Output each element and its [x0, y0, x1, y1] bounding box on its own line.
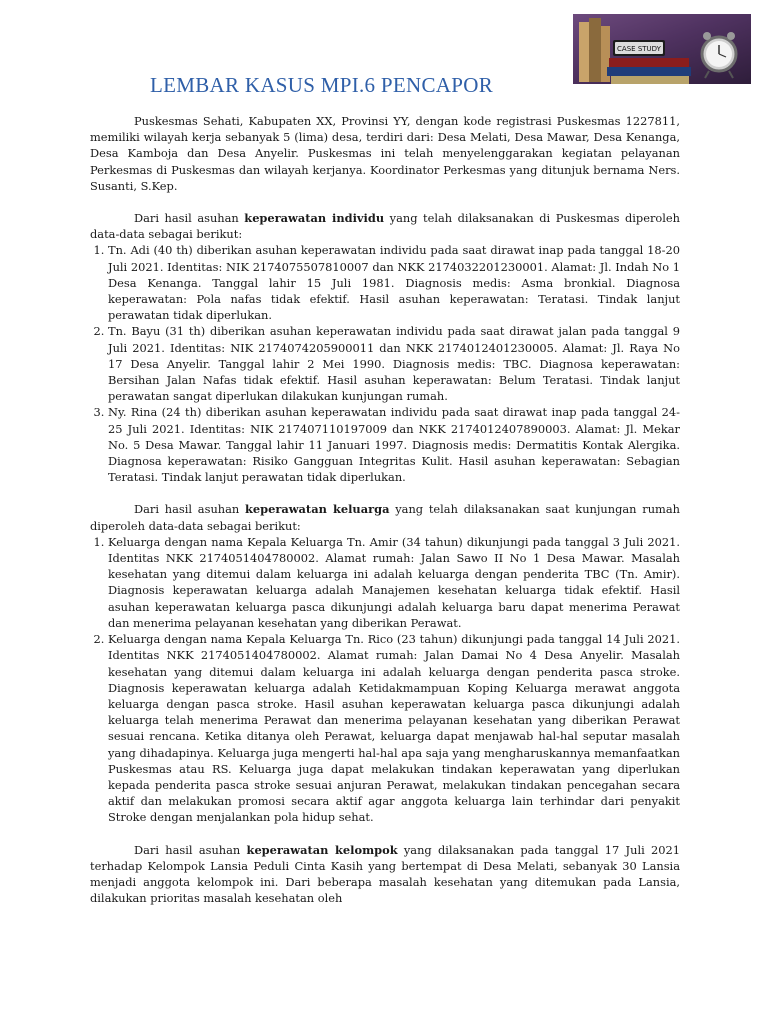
keluarga-case-item: 2. Keluarga dengan nama Kepala Keluarga Tn. Rico (23 tahun) dikunjungi pada tanggal 14 Juli 2021. Identitas NKK 2174051404780002. Alamat rumah: Jalan Damai No 4 Desa Anyelir. Masalah kesehatan yang ditemui dalam keluarga ini adalah keluarga dengan penderita pasca stroke. Diagnosis keperawatan keluarga adalah Ketidakmampuan Koping Keluarga merawat anggota keluarga dengan pasca stroke. Hasil asuhan keperawatan keluarga pasca dikunjungi adalah keluarga telah menerima Perawat dan menerima pelayanan kesehatan yang diberikan Perawat sesuai rencana. Ketika ditanya oleh Perawat, keluarga dapat menjawab hal-hal seputar masalah yang dihadapinya. Keluarga juga mengerti hal-hal apa saja yang mengharuskannya memanfaatkan Puskesmas atau RS. Keluarga juga dapat melakukan tindakan keperawatan yang diperlukan kepada penderita pasca stroke sesuai anjuran Perawat, melakukan tindakan pencegahan secara aktif dan melakukan promosi secara aktif agar anggota keluarga lain terhindar dari penyakit Stroke dengan menjalankan pola hidup sehat. [108, 631, 680, 825]
keluarga-lead-bold: keperawatan keluarga [245, 502, 390, 517]
intro-paragraph: Puskesmas Sehati, Kabupaten XX, Provinsi YY, dengan kode registrasi Puskesmas 1227811, memiliki wilayah kerja sebanyak 5 (lima) desa, terdiri dari: Desa Melati, Desa Mawar, Desa Kenanga, Desa Kamboja dan Desa Anyelir. Puskesmas ini telah menyelenggarakan kegiatan pelayanan Perkesmas di Puskesmas dan wilayah kerjanya. Koordinator Perkesmas yang ditunjuk bernama Ners. Susanti, S.Kep. [90, 114, 680, 193]
case-study-label: CASE STUDY [617, 45, 661, 53]
individu-case-item: 3. Ny. Rina (24 th) diberikan asuhan keperawatan individu pada saat dirawat inap pada tanggal 24-25 Juli 2021. Identitas: NIK 217407110197009 dan NKK 2174012407890003. Alamat: Jl. Mekar No. 5 Desa Mawar. Tanggal lahir 11 Januari 1997. Diagnosis medis: Dermatitis Kontak Alergika. Diagnosa keperawatan: Risiko Gangguan Integritas Kulit. Hasil asuhan keperawatan: Sebagian Teratasi. Tindak lanjut perawatan tidak diperlukan. [108, 404, 680, 485]
individu-case-item: 2. Tn. Bayu (31 th) diberikan asuhan keperawatan individu pada saat dirawat jalan pada tanggal 9 Juli 2021. Identitas: NIK 2174074205900011 dan NKK 2174012401230005. Alamat: Jl. Raya No 17 Desa Anyelir. Tanggal lahir 2 Mei 1990. Diagnosis medis: TBC. Diagnosa keperawatan: Bersihan Jalan Nafas tidak efektif. Hasil asuhan keperawatan: Belum Teratasi. Tindak lanjut perawatan sangat diperlukan dilakukan kunjungan rumah. [108, 323, 680, 404]
individu-lead-paragraph [90, 210, 680, 242]
kelompok-lead-bold: keperawatan kelompok [246, 842, 398, 857]
keluarga-lead-start: Dari hasil asuhan [134, 502, 246, 517]
kelompok-lead-paragraph [90, 842, 680, 907]
kelompok-lead-start: Dari hasil asuhan [134, 842, 247, 857]
document-body [90, 113, 680, 906]
keluarga-lead-end: yang telah dilaksanakan saat kunjungan rumah diperoleh data-data sebagai berikut: [90, 502, 680, 533]
case-study-illustration [573, 14, 751, 84]
document-title: LEMBAR KASUS MPI.6 PENCAPOR [150, 73, 494, 97]
individu-case-item: 1. Tn. Adi (40 th) diberikan asuhan keperawatan individu pada saat dirawat inap pada tanggal 18-20 Juli 2021. Identitas: NIK 2174075507810007 dan NKK 2174032201230001. Alamat: Jl. Indah No 1 Desa Kenanga. Tanggal lahir 15 Juli 1981. Diagnosis medis: Asma bronkial. Diagnosa keperawatan: Pola nafas tidak efektif. Hasil asuhan keperawatan: Teratasi. Tindak lanjut perawatan tidak diperlukan. [108, 242, 680, 323]
keluarga-lead-paragraph [90, 501, 680, 533]
individu-lead-end: yang telah dilaksanakan di Puskesmas diperoleh data-data sebagai berikut: [90, 211, 680, 242]
case-study-banner-image [573, 14, 751, 84]
keluarga-case-item: 1. Keluarga dengan nama Kepala Keluarga Tn. Amir (34 tahun) dikunjungi pada tanggal 3 Juli 2021. Identitas NKK 2174051404780002. Alamat rumah: Jalan Sawo II No 1 Desa Mawar. Masalah kesehatan yang ditemui dalam keluarga ini adalah keluarga dengan penderita TBC (Tn. Amir). Diagnosis keperawatan keluarga adalah Manajemen kesehatan keluarga tidak efektif. Hasil asuhan keperawatan keluarga pasca dikunjungi adalah keluarga baru dapat menerima Perawat dan menerima pelayanan kesehatan yang diberikan Perawat. [108, 534, 680, 631]
individu-case-list [90, 242, 680, 485]
individu-lead-start: Dari hasil asuhan [134, 211, 245, 226]
individu-lead-bold: keperawatan individu [244, 211, 385, 226]
kelompok-lead-end: yang dilaksanakan pada tanggal 17 Juli 2021 terhadap Kelompok Lansia Peduli Cinta Kasih yang bertempat di Desa Melati, sebanyak 30 Lansia menjadi anggota kelompok ini. Dari beberapa masalah kesehatan yang ditemukan pada Lansia, dilakukan prioritas masalah kesehatan oleh [90, 842, 680, 906]
keluarga-case-list [90, 534, 680, 826]
